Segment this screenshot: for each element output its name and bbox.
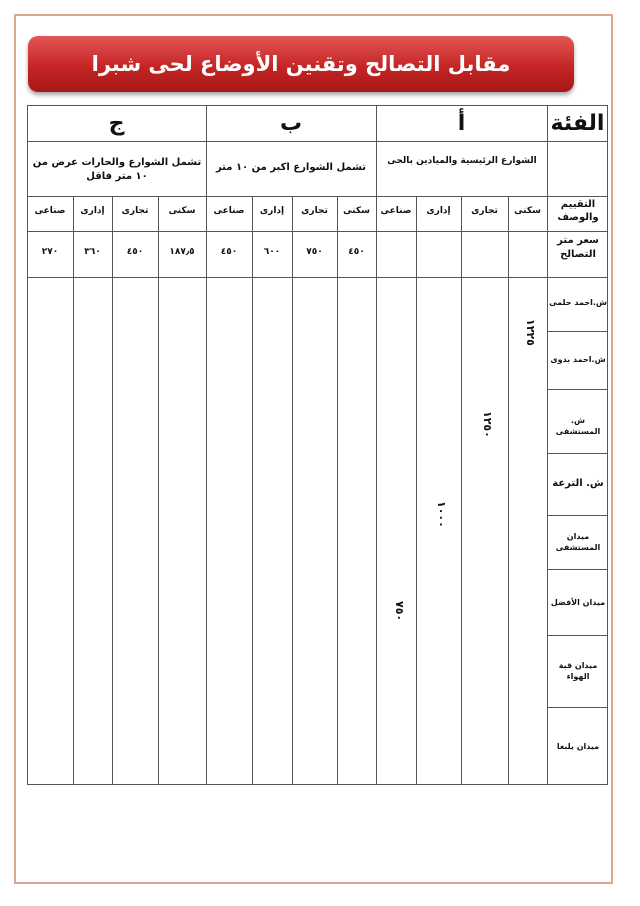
price-b-commercial: ٧٥٠ bbox=[306, 247, 323, 257]
category-label: الفئة bbox=[550, 111, 605, 136]
title-banner bbox=[28, 36, 574, 92]
usage-b-commercial: تجارى bbox=[301, 206, 328, 216]
usage-a-administrative: إدارى bbox=[426, 206, 451, 216]
usage-c-administrative: إدارى bbox=[80, 206, 105, 216]
column-b-letter: ب bbox=[279, 111, 303, 136]
price-label: سعر متر التصالح bbox=[557, 235, 599, 260]
column-a-letter: أ bbox=[457, 111, 466, 136]
page-border bbox=[14, 14, 613, 884]
usage-c-commercial: تجارى bbox=[121, 206, 149, 216]
price-c-administrative: ٣٦٠ bbox=[84, 247, 101, 257]
price-a-industrial: ٧٥٠ bbox=[393, 600, 406, 622]
usage-b-administrative: إدارى bbox=[259, 206, 285, 216]
price-b-residential: ٤٥٠ bbox=[348, 247, 365, 257]
usage-c-residential: سكنى bbox=[168, 206, 196, 216]
price-b-administrative: ٦٠٠ bbox=[263, 247, 281, 257]
page-title: مقابل التصالح وتقنين الأوضاع لحى شبرا bbox=[91, 52, 511, 76]
column-c-letter: ج bbox=[108, 111, 125, 136]
usage-a-commercial: تجارى bbox=[471, 206, 498, 216]
price-c-commercial: ٤٥٠ bbox=[126, 247, 144, 257]
street-row-2: ش.احمد بدوى bbox=[550, 355, 606, 364]
usage-a-industrial: صناعى bbox=[380, 206, 412, 216]
price-b-industrial: ٤٥٠ bbox=[220, 247, 238, 257]
street-row-7: ميدان قبة الهواء bbox=[558, 661, 598, 681]
street-row-6: ميدان الأفضل bbox=[550, 598, 606, 607]
column-c-description: تشمل الشوارع والحارات عرض من ١٠ متر فاقل bbox=[32, 157, 202, 182]
usage-a-residential: سكنى bbox=[514, 206, 541, 216]
price-c-residential: ١٨٧٫٥ bbox=[169, 247, 195, 257]
price-a-administrative: ١٠٠٠ bbox=[435, 500, 448, 528]
price-a-residential: ١٢٢٥ bbox=[524, 318, 537, 346]
street-row-3: ش. المستشفى bbox=[555, 416, 601, 436]
usage-b-residential: سكنى bbox=[343, 206, 370, 216]
column-a-description: الشوارع الرئيسية والميادين بالحى bbox=[387, 156, 537, 166]
street-row-5: ميدان المستشفى bbox=[555, 532, 601, 552]
usage-c-industrial: صناعى bbox=[34, 206, 66, 216]
price-a-commercial: ١٢٥٠ bbox=[481, 410, 494, 438]
street-row-4: ش. الترعة bbox=[552, 478, 604, 489]
price-c-industrial: ٢٧٠ bbox=[41, 247, 59, 257]
usage-b-industrial: صناعى bbox=[213, 206, 245, 216]
street-row-1: ش.احمد حلمى bbox=[549, 298, 607, 307]
street-row-8: ميدان يلبغا bbox=[556, 742, 600, 751]
evaluation-label: التقييم والوصف bbox=[557, 199, 599, 223]
column-b-description: تشمل الشوارع اكبر من ١٠ متر bbox=[215, 162, 367, 173]
